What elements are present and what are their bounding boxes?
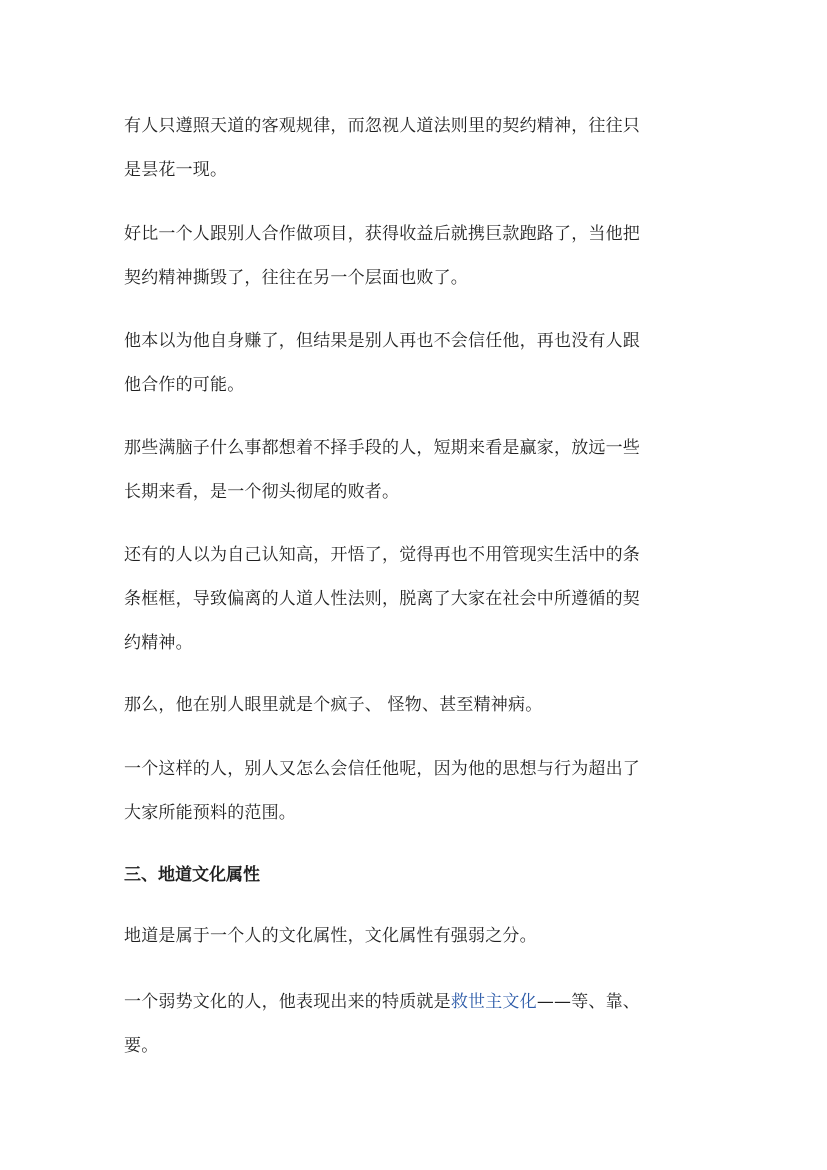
paragraph-line: 还有的人以为自己认知高，开悟了，觉得再也不用管现实生活中的条 xyxy=(124,545,640,565)
section-paragraph-2 xyxy=(124,980,714,1068)
section-paragraph-1 xyxy=(124,914,714,958)
paragraph-7 xyxy=(124,747,714,835)
savior-culture-link[interactable]: 救世主文化 xyxy=(450,992,537,1012)
paragraph-line: 有人只遵照天道的客观规律，而忽视人道法则里的契约精神，往往只 xyxy=(124,116,640,136)
section-heading: 三、地道文化属性 xyxy=(124,865,260,885)
paragraph-line: 契约精神撕毁了，往往在另一个层面也败了。 xyxy=(124,268,468,288)
paragraph-line: 他合作的可能。 xyxy=(124,375,245,395)
paragraph-3 xyxy=(124,319,714,407)
paragraph-1 xyxy=(124,104,714,192)
text-segment: ——等、靠、 xyxy=(536,992,641,1012)
paragraph-line: 长期来看，是一个彻头彻尾的败者。 xyxy=(124,482,400,502)
paragraph-line: 是昙花一现。 xyxy=(124,160,228,180)
paragraph-line xyxy=(124,980,714,1024)
paragraph-line: 一个这样的人，别人又怎么会信任他呢，因为他的思想与行为超出了 xyxy=(124,759,640,779)
paragraph-line: 他本以为他自身赚了，但结果是别人再也不会信任他，再也没有人跟 xyxy=(124,331,640,351)
text-segment: 一个弱势文化的人，他表现出来的特质就是 xyxy=(124,992,451,1012)
paragraph-line: 要。 xyxy=(124,1036,159,1056)
paragraph-line: 那么，他在别人眼里就是个疯子、 怪物、甚至精神病。 xyxy=(124,695,543,715)
paragraph-line: 大家所能预料的范围。 xyxy=(124,803,296,823)
paragraph-line: 好比一个人跟别人合作做项目，获得收益后就携巨款跑路了，当他把 xyxy=(124,224,640,244)
paragraph-4 xyxy=(124,426,714,514)
paragraph-line: 约精神。 xyxy=(124,633,193,653)
paragraph-6 xyxy=(124,683,714,727)
paragraph-2 xyxy=(124,212,714,300)
paragraph-line: 条框框，导致偏离的人道人性法则，脱离了大家在社会中所遵循的契 xyxy=(124,589,640,609)
paragraph-line: 那些满脑子什么事都想着不择手段的人，短期来看是赢家，放远一些 xyxy=(124,438,640,458)
paragraph-line: 地道是属于一个人的文化属性，文化属性有强弱之分。 xyxy=(124,926,537,946)
paragraph-5 xyxy=(124,533,714,665)
